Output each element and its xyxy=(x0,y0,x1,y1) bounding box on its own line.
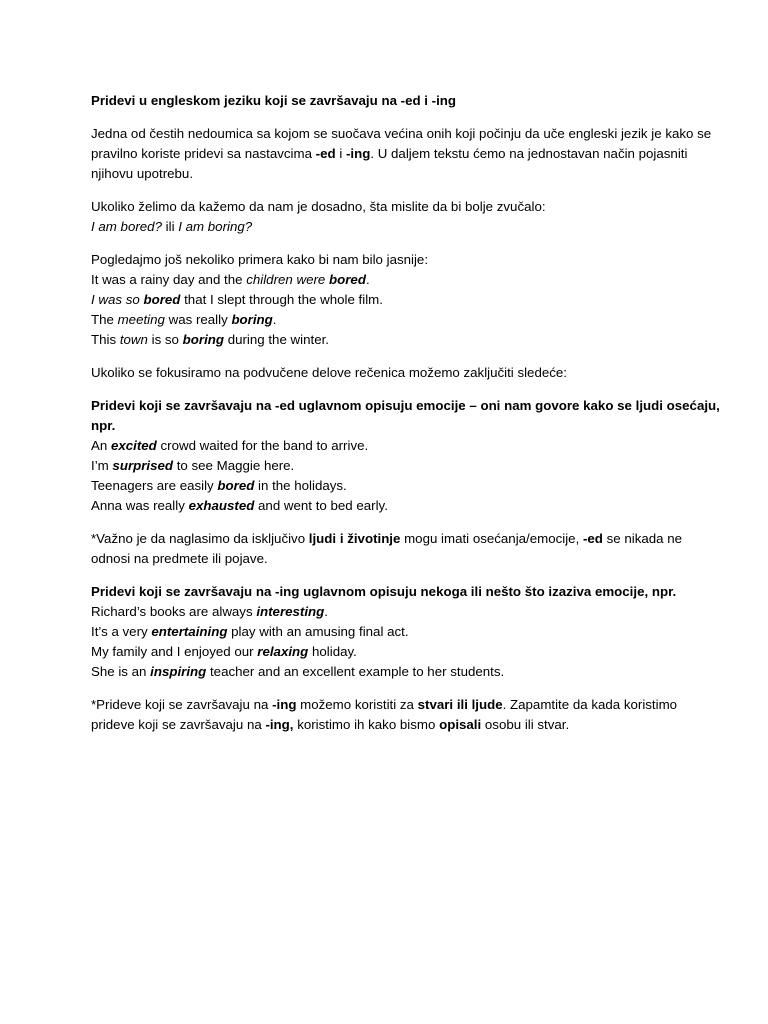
text-line xyxy=(91,602,708,622)
text-run: prideve koji se završavaju na xyxy=(91,716,266,732)
text-run: mogu imati osećanja/emocije, xyxy=(400,530,583,546)
text-run: Ukoliko želimo da kažemo da nam je dosadno, šta mislite da bi bolje zvučalo: xyxy=(91,198,546,214)
text-run: She is an xyxy=(91,664,151,680)
text-line xyxy=(91,416,708,436)
text-run: ljudi i životinje xyxy=(308,530,401,546)
paragraph xyxy=(91,695,708,735)
paragraph xyxy=(91,363,708,383)
text-run: -ing xyxy=(272,696,297,712)
text-line xyxy=(91,396,720,416)
text-run: i xyxy=(335,145,346,161)
text-line xyxy=(91,124,712,144)
text-run: odnosi na predmete ili pojave. xyxy=(91,550,268,566)
text-run: koristimo ih kako bismo xyxy=(293,716,440,732)
paragraph xyxy=(91,582,708,682)
text-run: holiday. xyxy=(308,643,357,659)
text-run: It’s a very xyxy=(91,623,152,639)
text-line xyxy=(91,330,708,350)
text-run: osobu ili stvar. xyxy=(481,716,570,732)
document-title: Pridevi u engleskom jeziku koji se završavaju na -ed i -ing xyxy=(91,93,457,108)
text-line xyxy=(91,144,708,164)
text-run: Pridevi koji se završavaju na -ing uglavnom opisuju nekoga ili nešto što izaziva emocije, npr. xyxy=(91,583,677,599)
text-run: This xyxy=(91,332,120,347)
text-line xyxy=(91,622,708,642)
text-run: . U daljem tekstu ćemo na jednostavan način pojasniti xyxy=(370,145,688,161)
text-run: inspiring xyxy=(150,664,207,680)
text-line xyxy=(91,456,708,476)
text-run: -ed xyxy=(315,145,336,161)
text-run: -ing xyxy=(345,145,371,161)
text-run: I am bored? xyxy=(91,218,162,234)
text-line xyxy=(91,662,708,682)
text-run: Ukoliko se fokusiramo na podvučene delove rečenica možemo zaključiti sledeće: xyxy=(91,364,567,380)
text-line xyxy=(91,549,708,569)
text-run: bored xyxy=(143,291,181,307)
document-body xyxy=(91,124,720,735)
text-line xyxy=(91,197,708,217)
text-run: . Zapamtite da kada koristimo xyxy=(502,696,678,712)
text-run: teacher and an excellent example to her students. xyxy=(206,664,505,680)
paragraph xyxy=(91,250,708,350)
text-line xyxy=(91,582,708,602)
text-line xyxy=(91,715,708,735)
text-run: entertaining xyxy=(151,623,228,639)
text-run: meeting xyxy=(117,311,165,327)
text-run: bored xyxy=(329,271,366,287)
text-line xyxy=(91,476,708,496)
text-run: Richard’s books are always xyxy=(91,603,257,619)
text-run: njihovu upotrebu. xyxy=(91,165,194,181)
paragraph xyxy=(91,396,720,517)
text-run: An xyxy=(91,437,111,453)
text-run: is so xyxy=(147,332,183,347)
text-line xyxy=(91,496,708,516)
text-run: The xyxy=(91,311,118,327)
paragraph xyxy=(91,124,712,184)
text-line xyxy=(91,270,708,290)
text-run: crowd waited for the band to arrive. xyxy=(156,437,369,453)
text-run: možemo koristiti za xyxy=(296,696,418,712)
text-run: that I slept through the whole film. xyxy=(180,291,383,307)
text-run: town xyxy=(119,332,148,347)
text-run: pravilno koriste pridevi sa nastavcima xyxy=(91,145,316,161)
text-run: bored xyxy=(217,477,255,493)
text-run: . xyxy=(365,271,370,287)
text-run: . xyxy=(324,603,328,619)
text-line xyxy=(91,290,708,310)
text-line xyxy=(91,363,708,383)
text-line xyxy=(91,310,708,330)
text-run: opisali xyxy=(439,716,482,732)
text-line xyxy=(91,695,708,715)
text-run: Anna was really xyxy=(91,498,189,514)
text-run: -ed xyxy=(582,530,603,546)
text-run: ili xyxy=(161,218,179,234)
text-run: I was so xyxy=(91,291,144,307)
text-run: . xyxy=(272,311,277,327)
text-run: exhausted xyxy=(188,498,255,514)
text-run: excited xyxy=(110,437,157,453)
text-run: interesting xyxy=(256,603,325,619)
text-run: -ing, xyxy=(265,716,294,732)
text-run: during the winter. xyxy=(224,332,329,347)
text-line xyxy=(91,529,708,549)
text-run: Pogledajmo još nekoliko primera kako bi nam bilo jasnije: xyxy=(91,251,429,267)
text-run: *Prideve koji se završavaju na xyxy=(91,696,273,712)
text-line xyxy=(91,217,708,237)
text-run: and went to bed early. xyxy=(254,498,388,514)
text-run: was really xyxy=(164,311,232,327)
text-run: play with an amusing final act. xyxy=(227,623,409,639)
paragraph xyxy=(91,529,708,569)
text-line xyxy=(91,164,708,184)
text-line xyxy=(91,642,708,662)
text-run: *Važno je da naglasimo da isključivo xyxy=(91,530,309,546)
text-run: surprised xyxy=(112,457,174,473)
text-line xyxy=(91,250,708,270)
text-run: in the holidays. xyxy=(254,477,347,493)
text-run: I am boring? xyxy=(178,218,253,234)
text-run: boring xyxy=(231,311,273,327)
text-run: My family and I enjoyed our xyxy=(91,643,258,659)
text-run: I’m xyxy=(91,457,113,473)
text-run: npr. xyxy=(91,417,116,433)
text-run: children were xyxy=(246,271,330,287)
text-run: It was a rainy day and the xyxy=(91,271,247,287)
text-run: Jedna od čestih nedoumica sa kojom se suočava većina onih koji počinju da uče engleski jezik je kako se xyxy=(91,125,712,141)
text-run: stvari ili ljude xyxy=(417,696,503,712)
text-run: to see Maggie here. xyxy=(173,457,295,473)
text-run: Pridevi koji se završavaju na -ed uglavnom opisuju emocije – oni nam govore kako se ljudi osećaju, xyxy=(91,397,720,413)
paragraph xyxy=(91,197,708,237)
text-run: Teenagers are easily xyxy=(91,477,218,493)
text-run: boring xyxy=(182,332,225,347)
text-run: se nikada ne xyxy=(602,530,683,546)
text-line xyxy=(91,436,708,456)
text-run: relaxing xyxy=(257,643,309,659)
